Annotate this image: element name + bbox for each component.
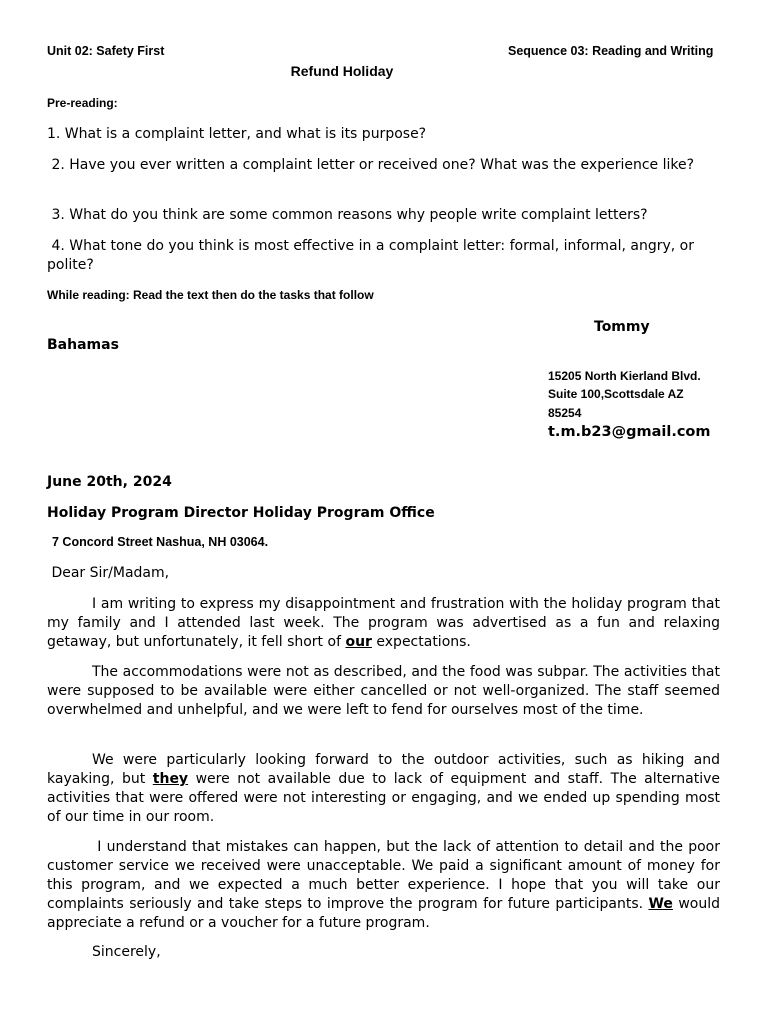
sender-address-line-3: 85254 [548, 406, 582, 420]
reference-word-our: our [345, 634, 372, 650]
sender-address-line-1: 15205 North Kierland Blvd. [548, 369, 701, 383]
unit-label: Unit 02: Safety First [47, 44, 165, 58]
prereading-question-3: 3. What do you think are some common reasons why people write complaint letters? [47, 207, 648, 223]
paragraph-3 [47, 751, 720, 827]
paragraph-4-text-a: I understand that mistakes can happen, but the lack of attention to detail and the poor customer service we received were unacceptable. We paid a significant amount of money for this program, and we expected a much better experience. I hope that you will take our complaints seriously and take steps to improve the program for future participants. [47, 839, 720, 912]
letter-date: June 20th, 2024 [47, 474, 172, 490]
prereading-label: Pre-reading: [47, 96, 118, 110]
paragraph-2-text: The accommodations were not as described, and the food was subpar. The activities that were supposed to be available were either cancelled or not well-organized. The staff seemed overwhelmed and unhelpful, and we were left to fend for ourselves most of the time. [47, 664, 720, 718]
paragraph-3-text-b: were not available due to lack of equipment and staff. The alternative activities that were offered were not interesting or engaging, and we ended up spending most of our time in our room. [47, 771, 720, 825]
recipient-name: Holiday Program Director Holiday Program Office [47, 505, 435, 521]
sequence-label: Sequence 03: Reading and Writing [508, 44, 714, 58]
sender-last-name: Bahamas [47, 337, 119, 353]
reference-word-we: We [648, 896, 673, 912]
while-reading-instruction: While reading: Read the text then do the tasks that follow [47, 288, 374, 302]
salutation [47, 564, 169, 583]
paragraph-4-text-b: would appreciate a refund or a voucher for a future program. [47, 896, 720, 931]
sender-first-name: Tommy [594, 319, 650, 335]
recipient-address: 7 Concord Street Nashua, NH 03064. [52, 535, 269, 549]
reference-word-they: they [152, 771, 189, 787]
paragraph-1 [47, 595, 720, 652]
paragraph-1-text-a: I am writing to express my disappointment and frustration with the holiday program that my family and I attended last week. The program was advertised as a fun and relaxing getaway, but unfortunately, it fell short of [47, 596, 720, 650]
prereading-question-4: 4. What tone do you think is most effective in a complaint letter: formal, informal, angry, or polite? [47, 238, 699, 273]
sender-email: t.m.b23@gmail.com [548, 424, 711, 440]
document-title: Refund Holiday [290, 63, 394, 79]
paragraph-3-text-a: We were particularly looking forward to the outdoor activities, such as hiking and kayaking, but [47, 752, 720, 787]
prereading-question-1: 1. What is a complaint letter, and what is its purpose? [47, 126, 427, 142]
paragraph-2 [47, 663, 720, 720]
salutation-text: Dear Sir/Madam, [51, 565, 170, 581]
paragraph-4 [47, 838, 720, 933]
sender-address-line-2: Suite 100,Scottsdale AZ [548, 387, 684, 401]
closing: Sincerely, [92, 944, 161, 960]
prereading-question-2: 2. Have you ever written a complaint letter or received one? What was the experience like? [47, 157, 695, 173]
paragraph-1-text-b: expectations. [371, 634, 471, 650]
